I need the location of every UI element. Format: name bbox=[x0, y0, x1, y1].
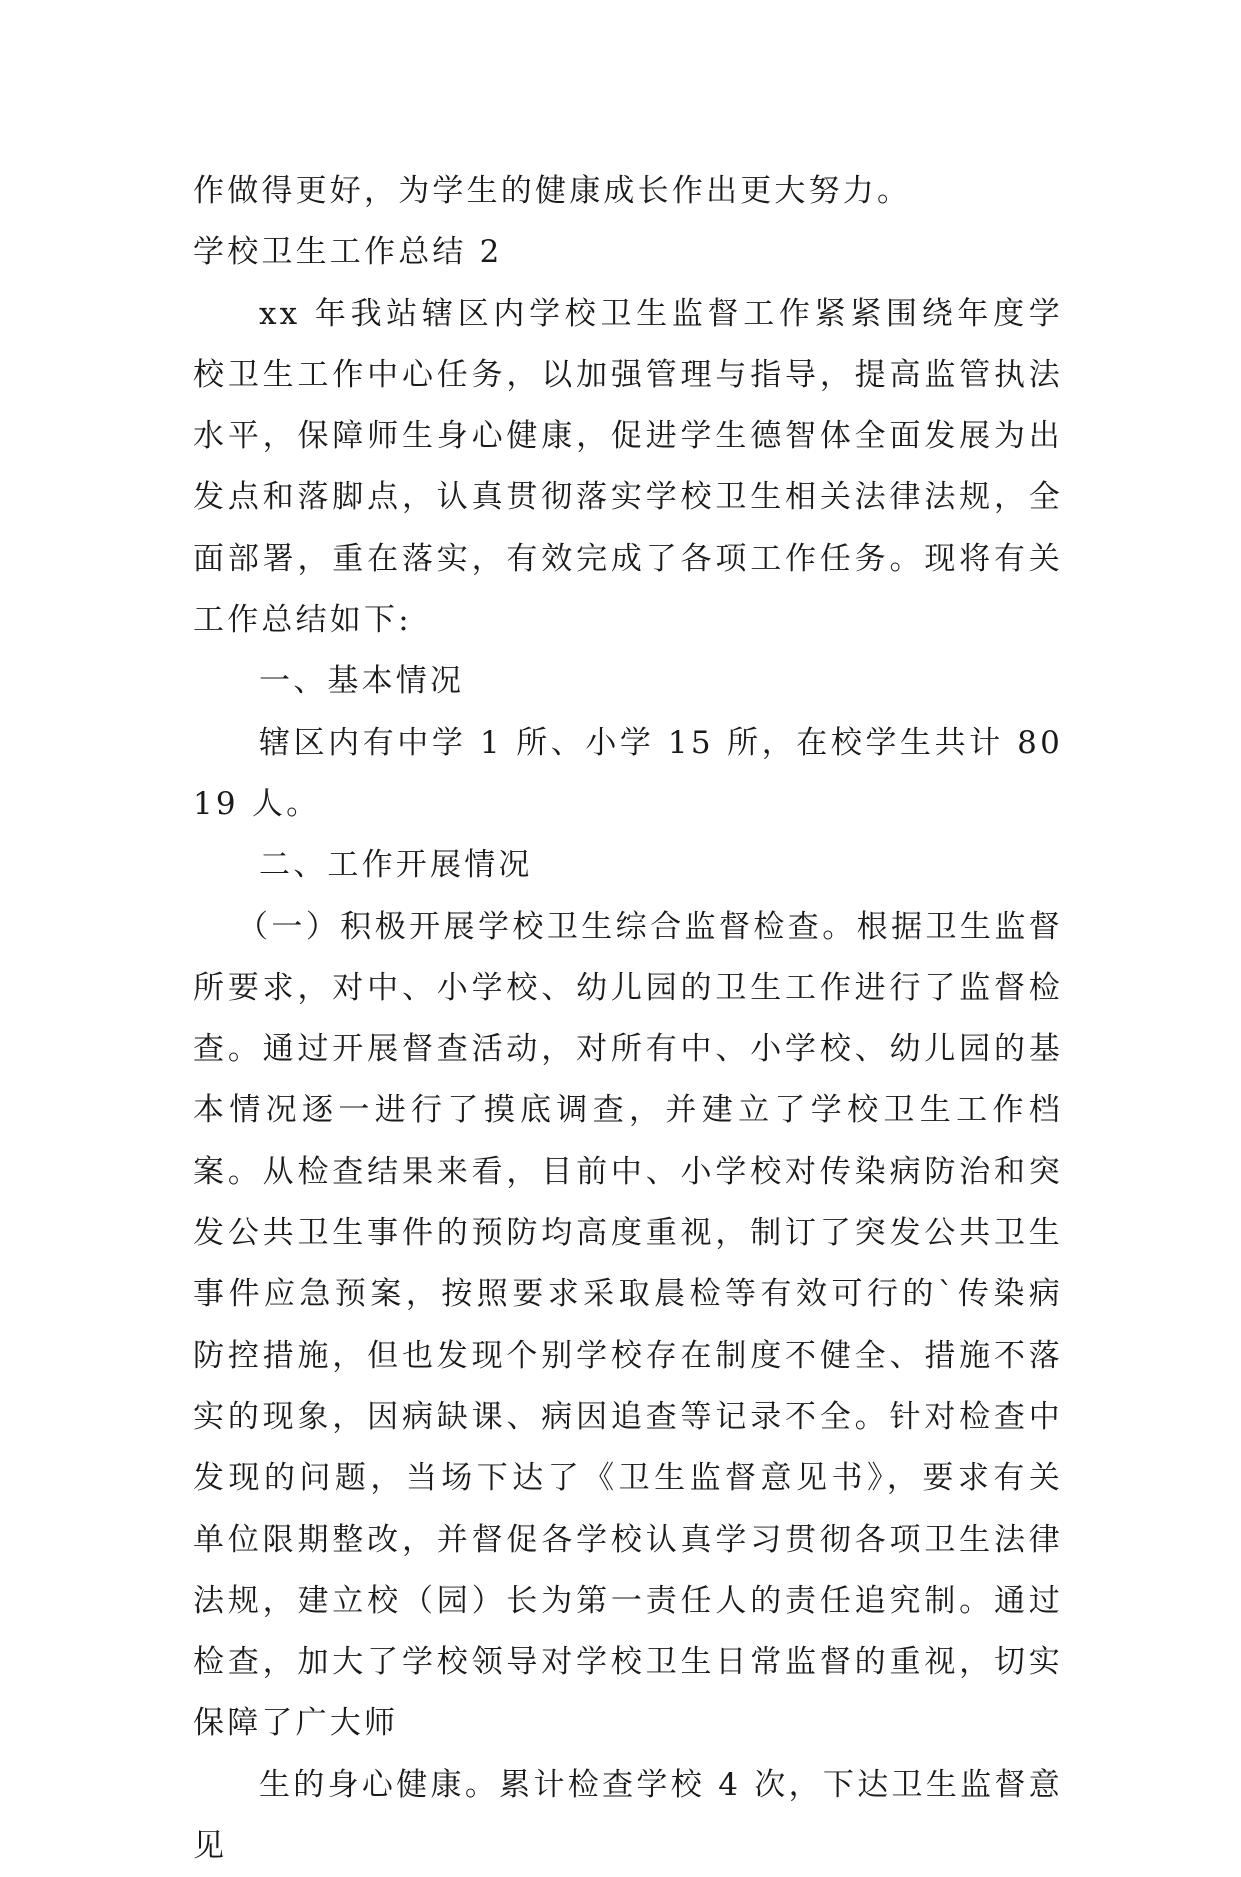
document-body bbox=[193, 161, 1063, 1877]
paragraph-continuation: 作做得更好，为学生的健康成长作出更大努力。 bbox=[193, 173, 912, 209]
heading-work-progress: 二、工作开展情况 bbox=[259, 847, 533, 884]
paragraph-work-inspection: （一）积极开展学校卫生综合监督检查。根据卫生监督所要求，对中、小学校、幼儿园的卫生工作进行了监督检查。通过开展督查活动，对所有中、小学校、幼儿园的基本情况逐一进行了摸底调查，并建立了学校卫生工作档案。从检查结果来看，目前中、小学校对传染病防治和突发公共卫生事件的预防均高度重视，制订了突发公共卫生事件应急预案，按照要求采取晨检等有效可行的`传染病防控措施，但也发现个别学校存在制度不健全、措施不落实的现象，因病缺课、病因追查等记录不全。针对检查中发现的问题，当场下达了《卫生监督意见书》，要求有关单位限期整改，并督促各学校认真学习贯彻各项卫生法律法规，建立校（园）长为第一责任人的责任追究制。通过检查，加大了学校领导对学校卫生日常监督的重视，切实保障了广大师 bbox=[193, 908, 1063, 1742]
paragraph-work-inspection-continued: 生的身心健康。累计检查学校 4 次，下达卫生监督意见 bbox=[193, 1766, 1063, 1865]
paragraph-intro: xx 年我站辖区内学校卫生监督工作紧紧围绕年度学校卫生工作中心任务，以加强管理与指导，提高监管执法水平，保障师生身心健康，促进学生德智体全面发展为出发点和落脚点，认真贯彻落实学校卫生相关法律法规，全面部署，重在落实，有效完成了各项工作任务。现将有关工作总结如下: bbox=[193, 295, 1063, 639]
paragraph-basic-situation: 辖区内有中学 1 所、小学 15 所，在校学生共计 8019 人。 bbox=[193, 724, 1063, 822]
section-title: 学校卫生工作总结 2 bbox=[193, 234, 503, 271]
heading-basic-situation: 一、基本情况 bbox=[259, 663, 465, 700]
